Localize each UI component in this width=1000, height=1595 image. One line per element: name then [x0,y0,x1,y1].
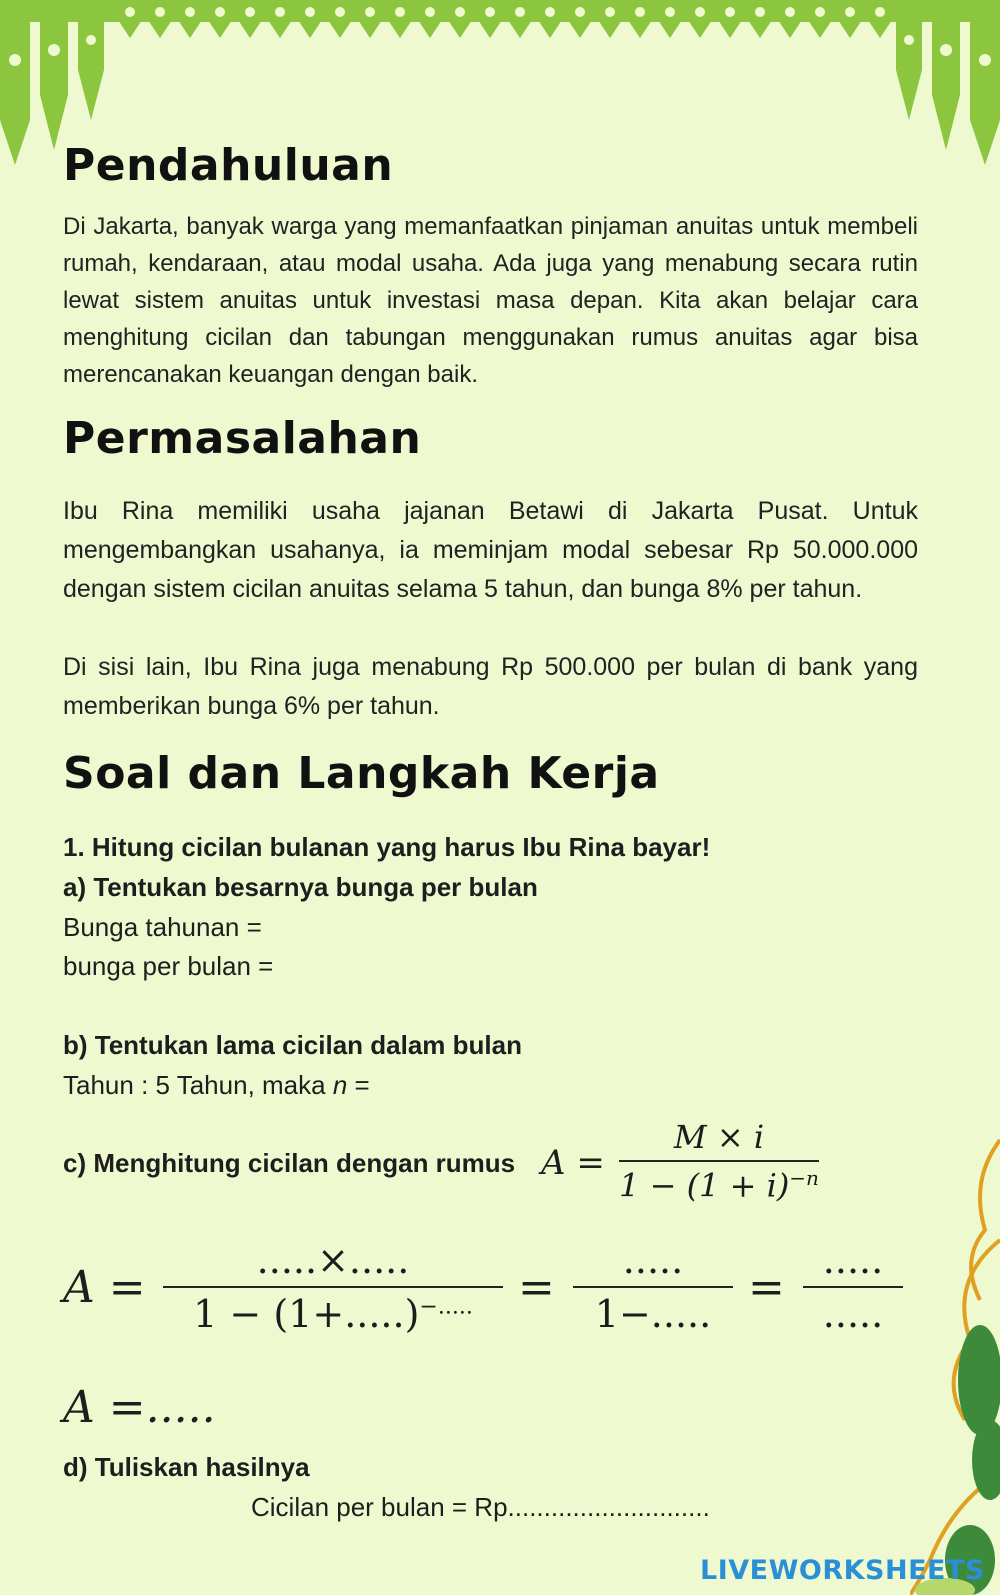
formula-denominator: 1 − (1 + i) [619,1166,790,1205]
work-fraction-2 [573,1238,733,1336]
intro-heading: Pendahuluan [63,140,394,191]
step-b-line [63,1070,370,1101]
step-b-equals: = [347,1070,370,1100]
work-fraction-3-bar [803,1286,903,1288]
intro-paragraph: Di Jakarta, banyak warga yang memanfaatkan pinjaman anuitas untuk membeli rumah, kendaraan, atau modal usaha. Ada juga yang menabung secara rutin lewat sistem anuitas untuk investasi masa depan. Kita akan belajar cara menghitung cicilan dan tabungan menggunakan rumus anuitas agar bisa merencanakan keuangan dengan baik. [63,213,918,388]
step-d-title: d) Tuliskan hasilnya [63,1452,310,1482]
step-b-variable: n [332,1070,348,1100]
work-fraction-1-denominator: 1 − (1+.....) [193,1292,420,1336]
work-result: A =..... [63,1382,216,1433]
problem-paragraph-1: Ibu Rina memiliki usaha jajanan Betawi di Jakarta Pusat. Untuk mengembangkan usahanya, ia meminjam modal sebesar Rp 50.000.000 dengan sistem cicilan anuitas selama 5 tahun, dan bunga 8% per tahun. [63,497,918,603]
step-a-line-1: Bunga tahunan = [63,912,262,942]
work-fraction-1-exponent: −..... [419,1294,473,1320]
formula-bar [619,1160,819,1162]
work-equals-1: = [518,1262,555,1313]
decorative-leaves [910,1120,1000,1595]
work-fraction-2-bar [573,1286,733,1288]
formula-numerator: M × i [673,1118,765,1156]
liveworksheets-logo: LIVEWORKSHEETS [700,1555,985,1586]
step-b-text: Tahun : 5 Tahun, maka [63,1070,333,1100]
step-a-line-2: bunga per bulan = [63,951,274,981]
work-fraction-2-numerator: ..... [622,1238,684,1282]
tasks-heading: Soal dan Langkah Kerja [63,748,660,799]
problem-paragraph-2: Di sisi lain, Ibu Rina juga menabung Rp 500.000 per bulan di bank yang memberikan bunga 6% per tahun. [63,653,918,720]
formula-lhs: A = [541,1143,605,1183]
question-1: 1. Hitung cicilan bulanan yang harus Ibu Rina bayar! [63,832,711,862]
formula-fraction [619,1118,819,1205]
step-c-title: c) Menghitung cicilan dengan rumus [63,1148,516,1178]
work-fraction-1-bar [163,1286,503,1288]
work-fraction-1 [163,1238,503,1336]
problem-heading: Permasalahan [63,413,422,464]
step-a-title: a) Tentukan besarnya bunga per bulan [63,872,538,902]
work-lhs: A = [63,1262,146,1313]
step-d-line: Cicilan per bulan = Rp............................ [251,1492,710,1522]
formula-exponent: −n [789,1166,819,1190]
work-fraction-1-numerator: .....×..... [256,1238,410,1282]
work-fraction-2-denominator: 1−..... [594,1292,712,1336]
formula-denominator-wrap [619,1166,819,1205]
work-fraction-3 [803,1238,903,1336]
step-b-title: b) Tentukan lama cicilan dalam bulan [63,1030,522,1060]
work-fraction-3-denominator: ..... [822,1292,884,1336]
work-fraction-3-numerator: ..... [822,1238,884,1282]
work-equals-2: = [748,1262,785,1313]
work-fraction-1-denominator-wrap [163,1292,503,1336]
